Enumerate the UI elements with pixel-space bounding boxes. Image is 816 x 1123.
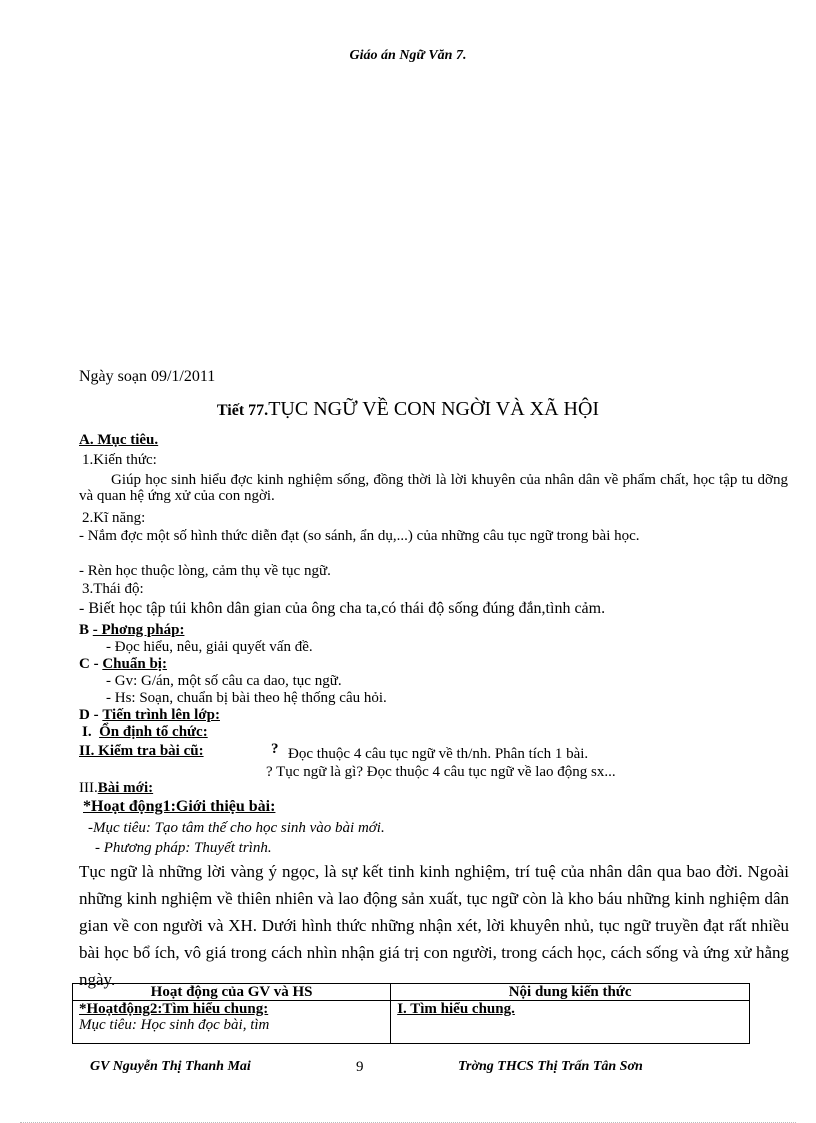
intro-paragraph: Tục ngữ là những lời vàng ý ngọc, là sự kết tinh kinh nghiệm, trí tuệ của nhân dân qua bao đời. Ngoài những kinh nghiệm về thiên nhiên và lao động sản xuất, tục ngữ còn là kho báu những kinh nghiệm dân gian về con người và XH. Dưới hình thức những nhận xét, lời khuyên nhủ, tục ngữ truyền đạt rất nhiều bài học bổ ích, vô giá trong cách nhìn nhận giá trị con người, trong cách học, cách sống và ứng xử hằng ngày. — [79, 862, 789, 989]
footer-school: Trờng THCS Thị Trấn Tân Sơn — [458, 1059, 643, 1074]
activity-1-method: - Phương pháp: Thuyết trình. — [95, 840, 272, 856]
table-cell-content — [391, 1001, 750, 1044]
attitude-label: 3.Thái độ: — [82, 581, 144, 597]
knowledge-text: Giúp học sinh hiểu đợc kinh nghiệm sống, đồng thời là lời khuyên của nhân dân về phẩm chất, học tập tu dỡng và quan hệ ứng xử của con ngời. — [79, 472, 788, 504]
prep-student: - Hs: Soạn, chuẩn bị bài theo hệ thống câu hỏi. — [106, 690, 387, 706]
section-d-heading: Tiến trình lên lớp: — [102, 707, 220, 723]
lesson-date: Ngày soạn 09/1/2011 — [79, 368, 216, 385]
activity-2-heading: *Hoạtđộng2:Tìm hiểu chung: — [79, 1001, 269, 1017]
section-ii-heading: II. Kiểm tra bài cũ: — [79, 743, 204, 759]
table-header-row — [73, 984, 750, 1001]
lesson-table — [72, 983, 750, 1044]
activity-2-goal: Mục tiêu: Học sinh đọc bài, tìm — [79, 1017, 270, 1033]
activity-1-heading: *Hoạt động1:Giới thiệu bài: — [83, 798, 276, 815]
footer-teacher: GV Nguyễn Thị Thanh Mai — [90, 1059, 251, 1074]
page-header: Giáo án Ngữ Văn 7. — [349, 48, 467, 63]
review-question-2: ? Tục ngữ là gì? Đọc thuộc 4 câu tục ngữ về lao động sx... — [266, 764, 616, 780]
page-number: 9 — [356, 1059, 364, 1075]
skills-label: 2.Kĩ năng: — [82, 510, 146, 526]
section-c — [79, 656, 167, 672]
section-iii — [79, 780, 153, 796]
review-question-1: Đọc thuộc 4 câu tục ngữ về th/nh. Phân tích 1 bài. — [288, 746, 589, 762]
section-c-prefix: C - — [79, 656, 99, 672]
attitude-text: - Biết học tập túi khôn dân gian của ông cha ta,có thái độ sống đúng đắn,tình cảm. — [79, 600, 606, 617]
section-d — [79, 707, 220, 723]
section-a-heading: A. Mục tiêu. — [79, 432, 159, 448]
section-i — [82, 724, 208, 740]
lesson-number: Tiết 77. — [216, 402, 269, 419]
content-heading: I. Tìm hiểu chung. — [397, 1001, 515, 1017]
table-row — [73, 1001, 750, 1044]
question-mark: ? — [271, 741, 279, 757]
knowledge-label: 1.Kiến thức: — [82, 452, 157, 468]
section-b-heading: - Phơng pháp: — [92, 622, 185, 638]
section-d-prefix: D - — [79, 707, 99, 723]
section-c-heading: Chuẩn bị: — [102, 656, 167, 672]
section-iii-heading: Bài mới: — [97, 780, 154, 796]
lesson-name: TỤC NGỮ VỀ CON NGỜI VÀ XÃ HỘI — [268, 398, 600, 420]
table-header-content: Nội dung kiến thức — [391, 984, 750, 1001]
skills-item-2: - Rèn học thuộc lòng, cảm thụ về tục ngữ. — [79, 563, 331, 579]
prep-teacher: - Gv: G/án, một số câu ca dao, tục ngữ. — [106, 673, 342, 689]
section-iii-prefix: III. — [79, 780, 98, 796]
skills-item-1: - Nắm đợc một số hình thức diễn đạt (so sánh, ẩn dụ,...) của những câu tục ngữ trong bài học. — [79, 528, 640, 544]
section-i-prefix: I. — [82, 724, 92, 740]
lesson-title — [0, 398, 816, 421]
section-b-prefix: B — [79, 622, 90, 638]
activity-1-goal: -Mục tiêu: Tạo tâm thế cho học sinh vào bài mới. — [88, 820, 385, 836]
section-i-heading: Ổn định tổ chức: — [99, 724, 208, 740]
section-b — [79, 622, 184, 638]
section-b-text: - Đọc hiểu, nêu, giải quyết vấn đề. — [106, 639, 313, 655]
table-header-activities: Hoạt động của GV và HS — [73, 984, 391, 1001]
table-cell-activity — [73, 1001, 391, 1044]
